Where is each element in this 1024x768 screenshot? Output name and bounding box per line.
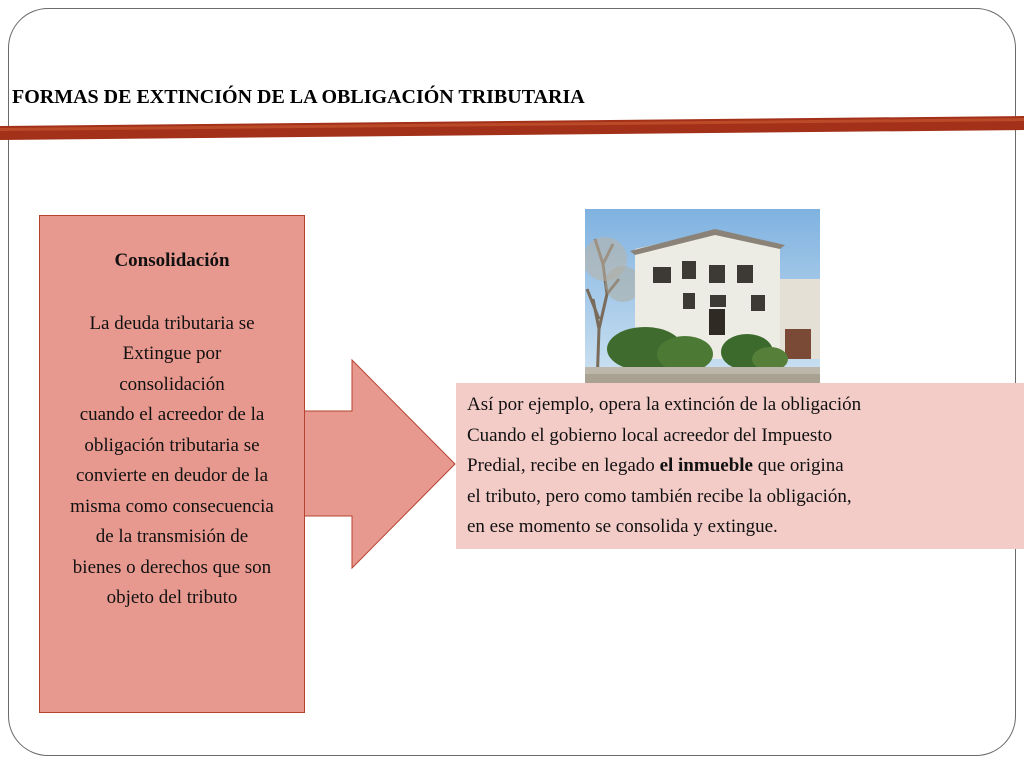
slide-title: FORMAS DE EXTINCIÓN DE LA OBLIGACIÓN TRIBUTARIA: [12, 86, 585, 108]
example-text-line: Cuando el gobierno local acreedor del Impuesto: [467, 424, 833, 446]
consolidation-box: [39, 215, 305, 713]
example-text-line: el tributo, pero como también recibe la obligación,: [467, 485, 852, 507]
consolidation-text-line: convierte en deudor de la: [75, 465, 269, 486]
example-box: [456, 383, 1024, 549]
consolidation-text-line: obligación tributaria se: [84, 434, 260, 456]
example-text-line: [467, 451, 1024, 482]
example-text-segment: que origina: [752, 455, 844, 476]
consolidation-text-line: misma como consecuencia: [70, 495, 274, 517]
consolidation-text-line: bienes o derechos que son: [72, 556, 272, 578]
example-text-line: en ese momento se consolida y extingue.: [467, 516, 778, 537]
consolidation-text-line: objeto del tributo: [106, 587, 238, 608]
house-photo: [585, 209, 820, 386]
consolidation-text-line: La deuda tributaria se: [89, 312, 255, 334]
example-text-line: Así por ejemplo, opera la extinción de la obligación: [467, 394, 862, 415]
example-bold-phrase: el inmueble: [659, 455, 753, 476]
consolidation-text-line: de la transmisión de: [95, 526, 249, 547]
consolidation-text-line: consolidación: [119, 373, 225, 395]
example-text-segment: Predial, recibe en legado: [467, 455, 660, 476]
consolidation-heading: Consolidación: [114, 250, 230, 271]
consolidation-text-line: cuando el acreedor de la: [79, 404, 265, 425]
consolidation-text-line: Extingue por: [122, 343, 222, 364]
